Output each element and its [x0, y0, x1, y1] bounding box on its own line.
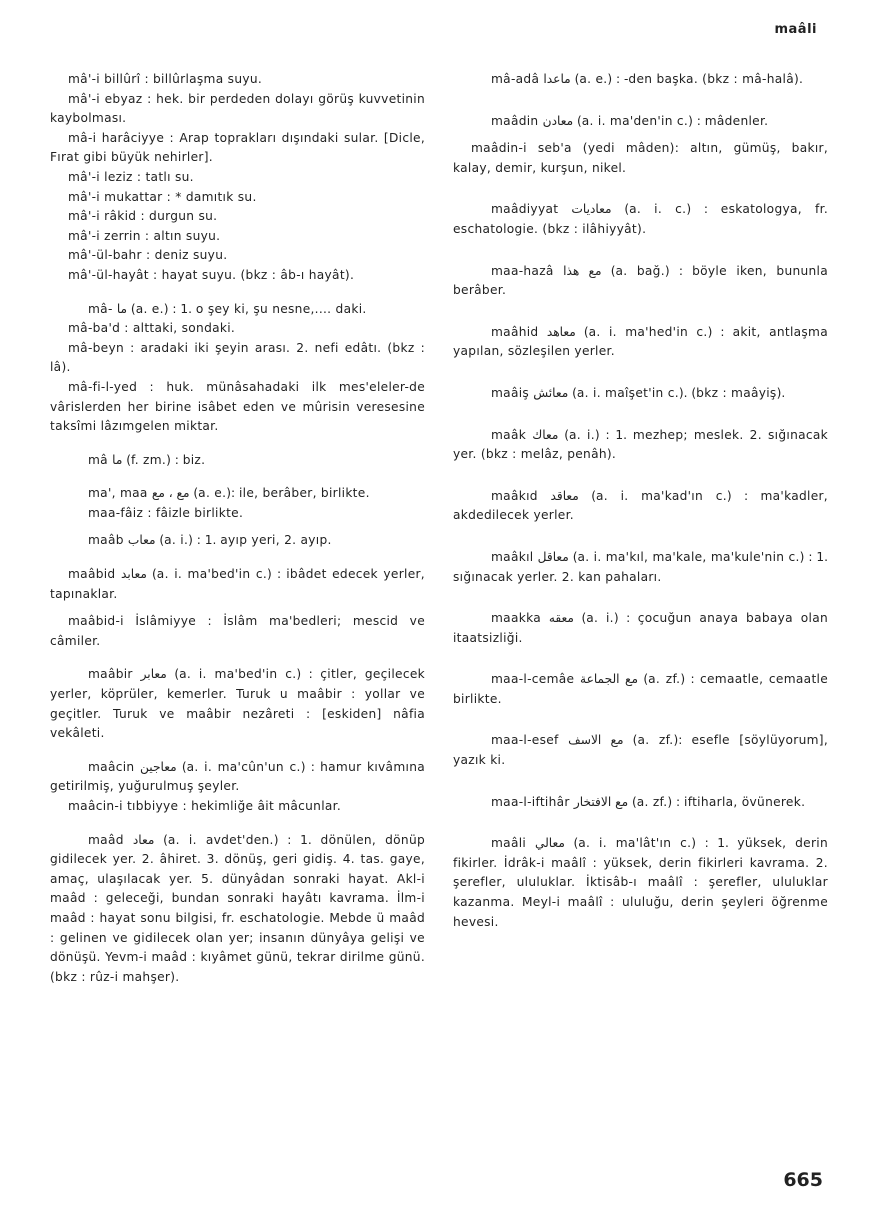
entry: maâdiyyat معاديات (a. i. c.) : eskatologya, fr. eschatologie. (bkz : ilâhiyyât). [453, 202, 828, 236]
entry: maâiş معائش (a. i. maîşet'in c.). (bkz : maâyiş). [491, 385, 786, 400]
entry: maa-hazâ مع هذا (a. bağ.) : böyle iken, bununla berâber. [453, 263, 829, 298]
entry: maâbid-i İslâmiyye : İslâm ma'bedleri; mescid ve câmiler. [50, 614, 425, 648]
entry: maâkıd معاقد (a. i. ma'kad'ın c.) : ma'kadler, akdedilecek yerler. [453, 488, 828, 523]
entry: maâhid معاهد (a. i. ma'hed'in c.) : akit, antlaşma yapılan, sözleşilen yerler. [453, 324, 828, 359]
entry: mâ'-i râkid : durgun su. [68, 209, 218, 224]
entry: mâ'-i zerrin : altın suyu. [68, 228, 221, 243]
entry: maa-fâiz : fâizle birlikte. [88, 505, 244, 520]
entry: maâbid معابد (a. i. ma'bed'in c.) : ibâdet edecek yerler, tapınaklar. [50, 567, 425, 601]
entry: maa-l-cemâe مع الجماعة (a. zf.) : cemaatle, cemaatle birlikte. [453, 672, 829, 706]
right-column [453, 70, 828, 932]
entry: mâ- ما (a. e.) : 1. o şey ki, şu nesne,.... daki. [88, 301, 367, 316]
entry: maâdin معادن (a. i. ma'den'in c.) : mâdenler. [491, 113, 769, 128]
entry: maâb معاب (a. i.) : 1. ayıp yeri, 2. ayıp. [88, 533, 332, 548]
entry: maakka معقه (a. i.) : çocuğun anaya babaya olan itaatsizliği. [453, 611, 829, 645]
entry: maa-l-esef مع الاسف (a. zf.): esefle [söylüyorum], yazık ki. [453, 733, 828, 768]
entry: maâdin-i seb'a (yedi mâden): altın, gümüş, bakır, kalay, demir, kurşun, nikel. [453, 141, 828, 175]
entry: mâ'-i ebyaz : hek. bir perdeden dolayı görüş kuvvetinin kaybolması. [50, 91, 425, 126]
entry: mâ'-i mukattar : * damıtık su. [68, 189, 257, 204]
entry: maa-l-iftihâr مع الافتخار (a. zf.) : iftiharla, övünerek. [491, 794, 806, 809]
page-number: 665 [783, 1169, 823, 1191]
entry: maâcin-i tıbbiyye : hekimliğe âit mâcunlar. [68, 799, 342, 813]
entry: maâcin معاجين (a. i. ma'cûn'un c.) : hamur kıvâmına getirilmiş, yuğurulmuş şeyler. [50, 759, 425, 794]
entry: maâkıl معاقل (a. i. ma'kıl, ma'kale, ma'kule'nin c.) : 1. sığınacak yerler. 2. kan pahaları. [453, 549, 828, 584]
entry: mâ'-i leziz : tatlı su. [68, 169, 194, 184]
entry: mâ-adâ ماعدا (a. e.) : -den başka. (bkz : mâ-halâ). [491, 72, 804, 86]
entry: mâ-fi-l-yed : huk. münâsahadaki ilk mes'eleler-de vârislerden her birine isâbet eden ve mûrisin veresesine taksîmi lâzımgelen miktar. [50, 379, 425, 434]
entry: mâ'-ül-bahr : deniz suyu. [68, 248, 228, 263]
running-head: maâli [774, 22, 817, 37]
entry: mâ-i harâciyye : Arap toprakları dışındaki sular. [Dicle, Fırat gibi büyük nehirler]. [50, 130, 425, 165]
entry: mâ-beyn : aradaki iki şeyin arası. 2. nefi edâtı. (bkz : lâ). [50, 340, 425, 375]
entry: maâbir معابر (a. i. ma'bed'in c.) : çitler, geçilecek yerler, köprüler, kemerler. Turuk u maâbir : yollar ve geçitler. Turuk ve maâbir nezâreti : [eskiden] nâfia vekâleti. [50, 667, 425, 741]
entry: mâ-ba'd : alttaki, sondaki. [68, 321, 236, 336]
entry: maâk معاك (a. i.) : 1. mezhep; meslek. 2. sığınacak yer. (bkz : melâz, penâh). [453, 427, 828, 462]
entry: mâ'-i billûrî : billûrlaşma suyu. [68, 72, 263, 86]
left-column [50, 70, 425, 987]
entry: maâd معاد (a. i. avdet'den.) : 1. dönülen, dönüp gidilecek yer. 2. âhiret. 3. dönüş, geri gidiş. 4. tas. gaye, amaç, ulaşılacak yer. 5. dünyâdan sonraki hayat. Akl-i maâd : geleceği, bundan sonraki hayâtı kavrama. İlm-i maâd : hayat sonu bilgisi, fr. eschatologie. Mebde ü maâd : gelinen ve gidilecek olan yer; insanın dünyâya gelişi ve dönüşü. Yevm-i maâd : kıyâmet günü, tekrar dirilme günü. (bkz : rûz-i mahşer). [50, 832, 426, 984]
entry: ma', maa مع ، مع (a. e.): ile, berâber, birlikte. [88, 486, 370, 501]
entry: maâli معالي (a. i. ma'lât'ın c.) : 1. yüksek, derin fikirler. İdrâk-i maâlî : yüksek, derin fikirleri kavrama. 2. şerefler, ululuklar. İktisâb-ı maâlî : şerefler, ululuklar kazanma. Meyl-i maâlî : ululuğu, derin şeyleri öğrenme hevesi. [453, 836, 828, 929]
entry: mâ ما (f. zm.) : biz. [88, 452, 206, 467]
entry: mâ'-ül-hayât : hayat suyu. (bkz : âb-ı hayât). [68, 267, 355, 282]
